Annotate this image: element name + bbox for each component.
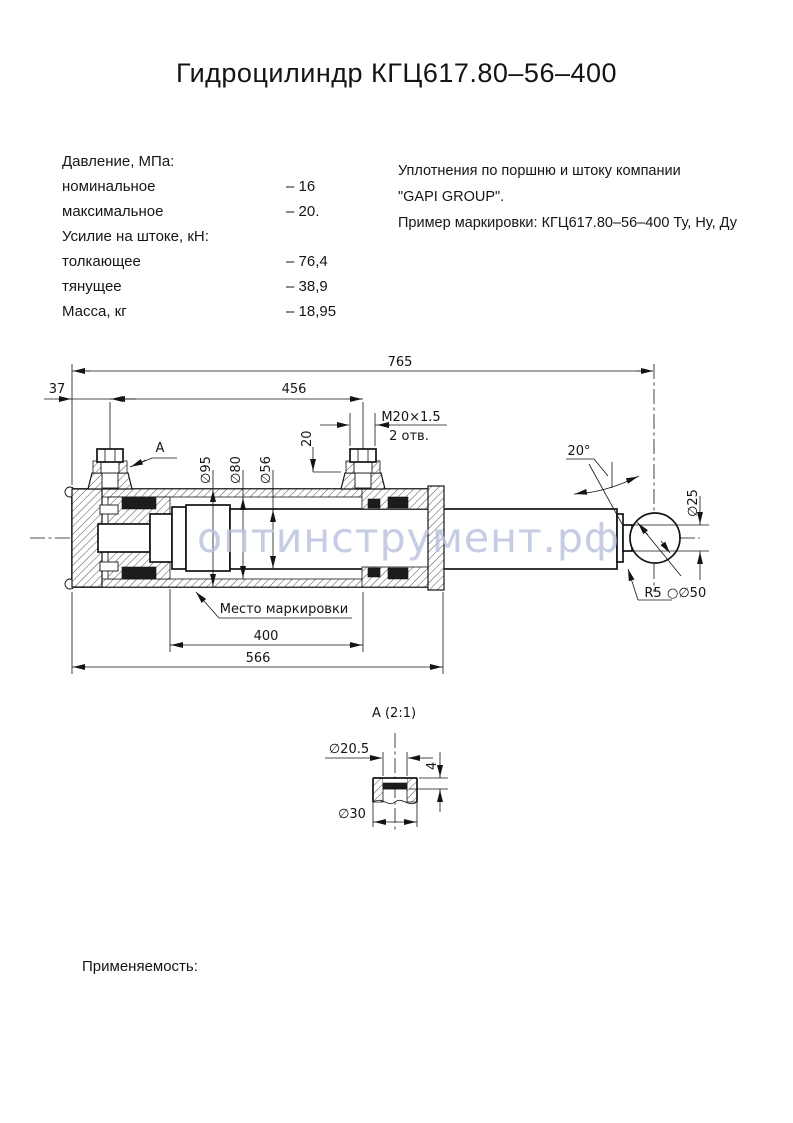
dim-dia-bore: ∅80 [229,456,244,484]
dim-left-offset: 37 [48,382,66,397]
gland-seal-3 [368,568,380,577]
spec-label: Усилие на штоке, кН: [62,228,209,245]
watermark: оптинструмент.рф [197,514,620,562]
detail-dim-outer: ∅30 [338,807,366,822]
note-line: Уплотнения по поршню и штоку компании [398,163,681,179]
dim-dia-neck: ∅25 [686,489,701,517]
dim-thread: M20×1.5 [381,410,441,425]
spec-value: – 38,9 [286,278,328,295]
spec-label: толкающее [62,253,141,270]
detail-wall-right [407,778,417,802]
spec-label: максимальное [62,203,164,220]
spec-label: тянущее [62,278,122,295]
spec-label: Давление, МПа: [62,153,175,170]
detail-dim-depth: 4 [425,761,440,770]
dim-port-span: 456 [281,382,307,397]
dim-dia-rod: ∅56 [259,456,274,484]
dim-thread-holes: 2 отв. [389,429,429,444]
dim-port-height: 20 [300,430,315,447]
ball-end [630,513,680,563]
detail-seal-gap [383,779,407,783]
port-fitting-1 [88,449,132,489]
piston-stem [98,524,150,552]
dim-marking-length: 400 [253,629,279,644]
view-label-A: A [155,441,165,456]
note-line: Пример маркировки: КГЦ617.80–56–400 Ту, Ну, Ду [398,215,738,231]
dim-fillet-radius: R5 [644,586,662,601]
spec-value: – 16 [286,178,316,195]
piston-bolt-bottom [100,562,118,571]
dim-body-length: 566 [245,651,271,666]
dim-total-length: 765 [387,355,413,370]
marking-label: Место маркировки [219,602,349,617]
piston-seal-bottom [122,567,156,579]
gland-seal-4 [388,568,408,579]
piston-bolt-top [100,505,118,514]
dim-cone-angle: 20° [567,444,591,459]
piston-seal-top [122,497,156,509]
dim-dia-barrel: ∅95 [199,456,214,484]
detail-seal-ring [383,783,407,789]
detail-wall-left [373,778,383,802]
gland-seal-2 [388,497,408,508]
detail-dim-hole: ∅20.5 [328,742,370,757]
spec-value: – 76,4 [286,253,328,270]
note-line: "GAPI GROUP". [398,189,505,205]
spec-value: – 20. [286,203,320,220]
page-title: Гидроцилиндр КГЦ617.80–56–400 [175,58,618,88]
applicability-label: Применяемость: [82,958,198,975]
detail-view-A [325,706,448,830]
piston-washer [172,507,186,569]
detail-title: A (2:1) [371,706,417,721]
gland-seal-1 [368,499,380,508]
piston-step [150,514,172,562]
spec-label: номинальное [62,178,156,195]
dim-dia-sphere: ○∅50 [667,586,707,601]
port-fitting-2 [341,449,385,489]
spec-value: – 18,95 [286,303,337,320]
spec-label: Масса, кг [62,303,127,320]
